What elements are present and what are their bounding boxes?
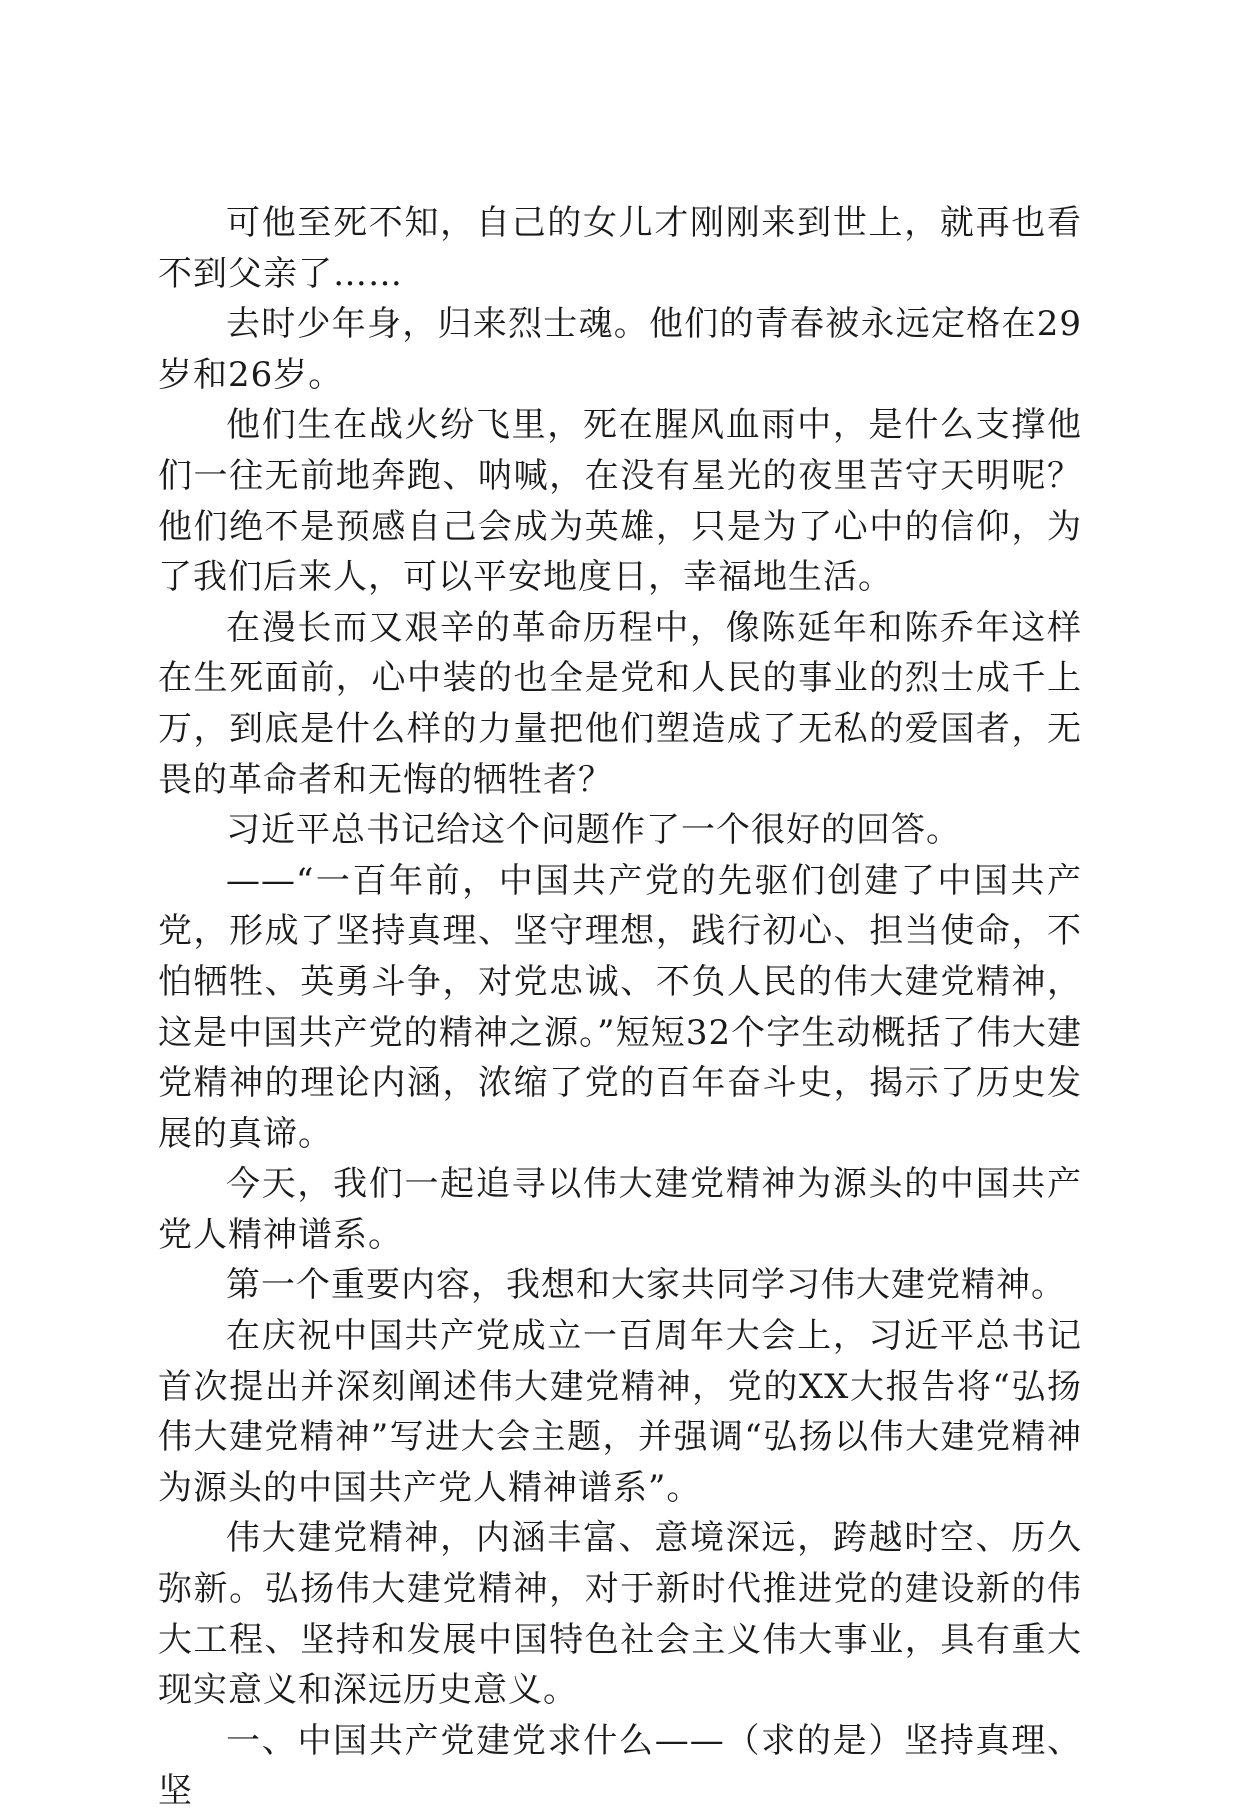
paragraph: 今天，我们一起追寻以伟大建党精神为源头的中国共产党人精神谱系。: [158, 1164, 1082, 1255]
paragraph: 他们生在战火纷飞里，死在腥风血雨中，是什么支撑他们一往无前地奔跑、呐喊，在没有星光的夜里苦守天明呢？他们绝不是预感自己会成为英雄，只是为了心中的信仰，为了我们后来人，可以平安地度日，幸福地生活。: [158, 405, 1082, 598]
document-body: [158, 198, 1082, 1817]
paragraph: 在庆祝中国共产党成立一百周年大会上，习近平总书记首次提出并深刻阐述伟大建党精神，党的XX大报告将“弘扬伟大建党精神”写进大会主题，并强调“弘扬以伟大建党精神为源头的中国共产党人精神谱系”。: [158, 1316, 1082, 1508]
paragraph: 去时少年身，归来烈士魂。他们的青春被永远定格在29岁和26岁。: [158, 304, 1082, 395]
paragraph: 一、中国共产党建党求什么——（求的是）坚持真理、坚: [158, 1720, 1082, 1812]
paragraph: 习近平总书记给这个问题作了一个很好的回答。: [226, 810, 961, 851]
paragraph: ——“一百年前，中国共产党的先驱们创建了中国共产党，形成了坚持真理、坚守理想，践行初心、担当使命，不怕牺牲、英勇斗争，对党忠诚、不负人民的伟大建党精神，这是中国共产党的精神之源。”短短32个字生动概括了伟大建党精神的理论内涵，浓缩了党的百年奋斗史，揭示了历史发展的真谛。: [158, 860, 1082, 1154]
paragraph: 第一个重要内容，我想和大家共同学习伟大建党精神。: [226, 1265, 1066, 1306]
paragraph: 可他至死不知，自己的女儿才刚刚来到世上，就再也看不到父亲了……: [158, 203, 1082, 294]
paragraph: 在漫长而又艰辛的革命历程中，像陈延年和陈乔年这样在生死面前，心中装的也全是党和人民的事业的烈士成千上万，到底是什么样的力量把他们塑造成了无私的爱国者，无畏的革命者和无悔的牺牲者？: [158, 607, 1082, 800]
paragraph: 伟大建党精神，内涵丰富、意境深远，跨越时空、历久弥新。弘扬伟大建党精神，对于新时代推进党的建设新的伟大工程、坚持和发展中国特色社会主义伟大事业，具有重大现实意义和深远历史意义。: [158, 1518, 1082, 1711]
